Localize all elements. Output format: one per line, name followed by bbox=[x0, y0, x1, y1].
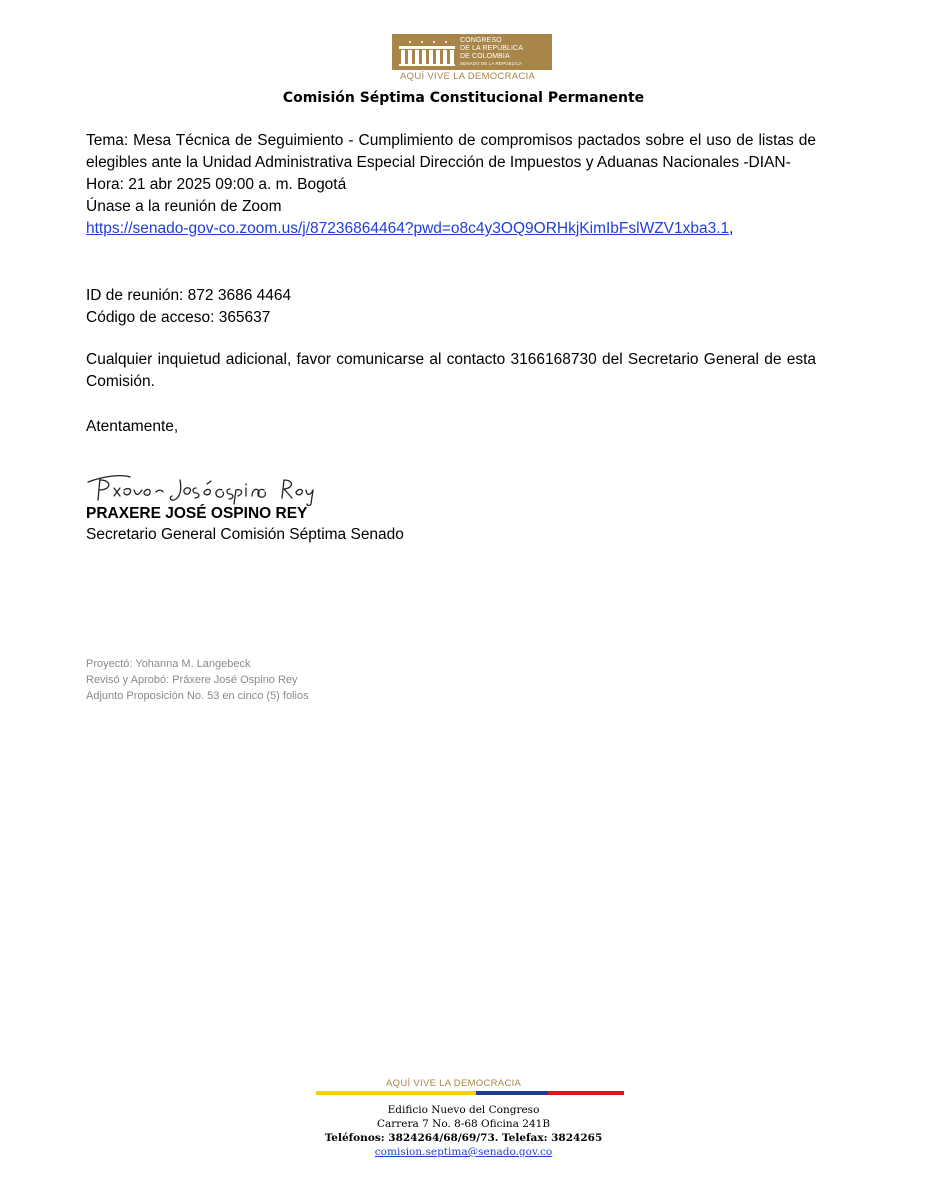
note-reviewed: Revisó y Aprobó: Práxere José Ospino Rey bbox=[86, 674, 298, 686]
inquiry-paragraph: Cualquier inquietud adicional, favor comunicarse al contacto 3166168730 del Secretario General de esta Comisión. bbox=[86, 351, 816, 390]
note-attachment: Adjunto Proposición No. 53 en cinco (5) folios bbox=[86, 690, 309, 702]
meeting-id: ID de reunión: 872 3686 4464 bbox=[86, 287, 292, 304]
zoom-link-line bbox=[86, 218, 816, 240]
footer-contact bbox=[0, 1103, 927, 1159]
logo-line-4: SENADO DE LA REPÚBLICA bbox=[460, 61, 522, 66]
document-notes bbox=[86, 656, 309, 704]
handwritten-signature bbox=[84, 468, 329, 508]
logo-text bbox=[460, 37, 523, 67]
congress-logo bbox=[392, 34, 554, 84]
logo-line-2: DE LA REPÚBLICA bbox=[460, 45, 523, 52]
signer-role: Secretario General Comisión Séptima Senado bbox=[86, 526, 404, 543]
capitol-building-icon bbox=[398, 40, 456, 66]
footer-stripe-yellow bbox=[316, 1091, 476, 1095]
meeting-details bbox=[86, 130, 816, 240]
signer-name: PRAXERE JOSÉ OSPINO REY bbox=[86, 505, 308, 522]
access-code: Código de acceso: 365637 bbox=[86, 309, 271, 326]
join-instruction: Únase a la reunión de Zoom bbox=[86, 198, 282, 215]
footer-phones: Teléfonos: 3824264/68/69/73. Telefax: 3824265 bbox=[324, 1132, 603, 1144]
meeting-credentials bbox=[86, 285, 816, 329]
meeting-topic: Tema: Mesa Técnica de Seguimiento - Cumplimiento de compromisos pactados sobre el uso de listas de elegibles ante la Unidad Administrativa Especial Dirección de Impuestos y Aduanas Nacionales -DIAN- bbox=[86, 132, 816, 171]
zoom-link[interactable]: https://senado-gov-co.zoom.us/j/87236864464?pwd=o8c4y3OQ9ORHkjKimIbFslWZV1xba3.1 bbox=[86, 220, 730, 237]
footer-email-link[interactable]: comision.septima@senado.gov.co bbox=[374, 1146, 553, 1158]
footer-tagline: AQUÍ VIVE LA DEMOCRACIA bbox=[386, 1078, 522, 1089]
closing-salutation: Atentamente, bbox=[86, 418, 179, 435]
logo-line-3: DE COLOMBIA bbox=[460, 53, 510, 60]
footer-stripe-blue bbox=[476, 1091, 548, 1095]
link-suffix: , bbox=[729, 220, 734, 237]
footer-stripe-red bbox=[548, 1091, 624, 1095]
logo-line-1: CONGRESO bbox=[460, 37, 502, 44]
note-projected: Proyectó: Yohanna M. Langebeck bbox=[86, 658, 251, 670]
meeting-time: Hora: 21 abr 2025 09:00 a. m. Bogotá bbox=[86, 176, 347, 193]
logo-tagline: AQUÍ VIVE LA DEMOCRACIA bbox=[400, 71, 536, 82]
logo-emblem bbox=[392, 34, 552, 70]
footer-address: Carrera 7 No. 8-68 Oficina 241B bbox=[376, 1118, 551, 1130]
footer-building: Edificio Nuevo del Congreso bbox=[387, 1104, 540, 1116]
document-title: Comisión Séptima Constitucional Permanente bbox=[282, 90, 645, 106]
